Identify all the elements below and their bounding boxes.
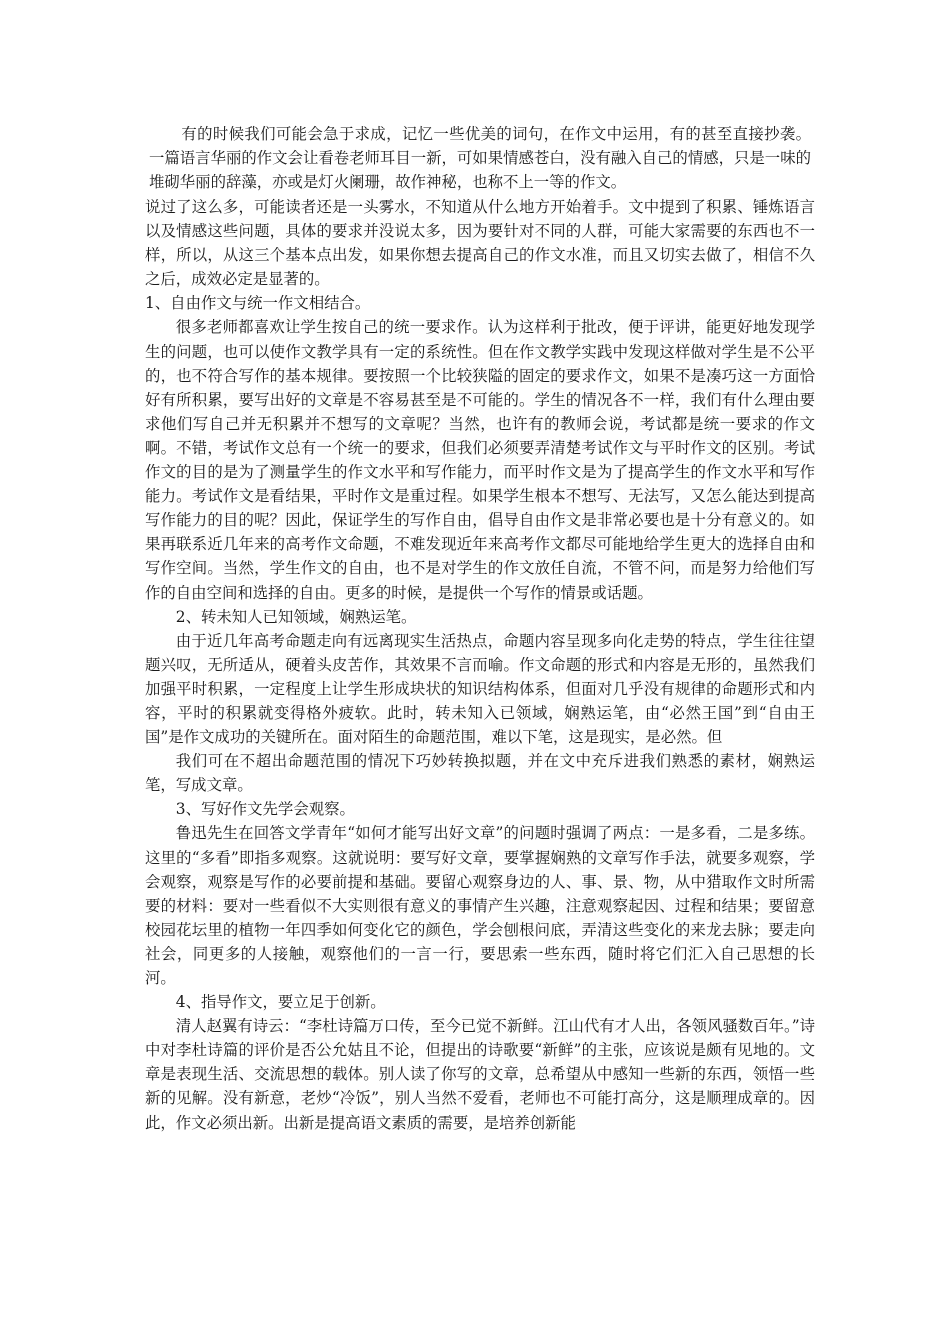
section-3-paragraph: 鲁迅先生在回答文学青年“如何才能写出好文章”的问题时强调了两点：一是多看，二是多练。这里的“多看”即指多观察。这就说明：要写好文章，要掌握娴熟的文章写作手法，就要多观察，学会观察，观察是写作的必要前提和基础。要留心观察身边的人、事、景、物，从中猎取作文时所需要的材料：要对一些看似不大实则很有意义的事情产生兴趣，注意观察起因、过程和结果；要留意校园花坛里的植物一年四季如何变化它的颜色，学会刨根问底，弄清这些变化的来龙去脉；要走向社会，同更多的人接触，观察他们的一言一行，要思索一些东西，随时将它们汇入自己思想的长河。 (145, 824, 815, 987)
intro-paragraph: 有的时候我们可能会急于求成，记忆一些优美的词句，在作文中运用，有的甚至直接抄袭。一篇语言华丽的作文会让看卷老师耳目一新，可如果情感苍白，没有融入自己的情感，只是一味的堆砌华丽的辞藻，亦或是灯火阑珊，故作神秘，也称不上一等的作文。 (149, 125, 811, 192)
section-heading-1: 1、自由作文与统一作文相结合。 (145, 294, 371, 313)
section-heading-3: 3、写好作文先学会观察。 (175, 800, 355, 819)
section-1-paragraph: 很多老师都喜欢让学生按自己的统一要求作。认为这样利于批改，便于评讲，能更好地发现学生的问题，也可以使作文教学具有一定的系统性。但在作文教学实践中发现这样做对学生是不公平的，也不符合写作的基本规律。要按照一个比较狭隘的固定的要求作文，如果不是凑巧这一方面恰好有所积累，要写出好的文章是不容易甚至是不可能的。学生的情况各不一样，我们有什么理由要求他们写自己并无积累并不想写的文章呢？当然，也许有的教师会说，考试都是统一要求的作文啊。不错，考试作文总有一个统一的要求，但我们必须要弄清楚考试作文与平时作文的区别。考试作文的目的是为了测量学生的作文水平和写作能力，而平时作文是为了提高学生的作文水平和写作能力。考试作文是看结果，平时作文是重过程。如果学生根本不想写、无法写，又怎么能达到提高写作能力的目的呢？因此，保证学生的写作自由，倡导自由作文是非常必要也是十分有意义的。如果再联系近几年来的高考作文命题，不难发现近年来高考作文都尽可能地给学生更大的选择自由和写作空间。当然，学生作文的自由，也不是对学生的作文放任自流，不管不问，而是努力给他们写作的自由空间和选择的自由。更多的时候，是提供一个写作的情景或话题。 (145, 318, 815, 602)
section-heading-4: 4、指导作文，要立足于创新。 (175, 993, 386, 1012)
intro-section (149, 122, 811, 194)
section-4-paragraph: 清人赵翼有诗云：“李杜诗篇万口传，至今已觉不新鲜。江山代有才人出，各领风骚数百年。”诗中对李杜诗篇的评价是否公允姑且不论，但提出的诗歌要“新鲜”的主张，应该说是颇有见地的。文章是表现生活、交流思想的载体。别人读了你写的文章，总希望从中感知一些新的东西，领悟一些新的见解。没有新意，老炒“冷饭”，别人当然不爱看，老师也不可能打高分，这是顺理成章的。因此，作文必须出新。出新是提高语文素质的需要，是培养创新能 (145, 1017, 815, 1132)
body-section (145, 195, 815, 1135)
section-2-paragraph: 由于近几年高考命题走向有远离现实生活热点，命题内容呈现多向化走势的特点，学生往往望题兴叹，无所适从，硬着头皮苦作，其效果不言而喻。作文命题的形式和内容是无形的，虽然我们加强平时积累，一定程度上让学生形成块状的知识结构体系，但面对几乎没有规律的命题形式和内容，平时的积累就变得格外疲软。此时，转未知入已领域，娴熟运笔，由“必然王国”到“自由王国”是作文成功的关键所在。面对陌生的命题范围，难以下笔，这是现实，是必然。但 (145, 631, 815, 747)
section-heading-2: 2、转未知人已知领域，娴熟运笔。 (175, 607, 417, 626)
section-2-paragraph-continued: 我们可在不超出命题范围的情况下巧妙转换拟题，并在文中充斥进我们熟悉的素材，娴熟运笔，写成文章。 (145, 752, 815, 795)
summary-paragraph: 说过了这么多，可能读者还是一头雾水，不知道从什么地方开始着手。文中提到了积累、锤炼语言以及情感这些问题，具体的要求并没说太多，因为要针对不同的人群，可能大家需要的东西也不一样，所以，从这三个基本点出发，如果你想去提高自己的作文水准，而且又切实去做了，相信不久之后，成效必定是显著的。 (145, 198, 815, 289)
